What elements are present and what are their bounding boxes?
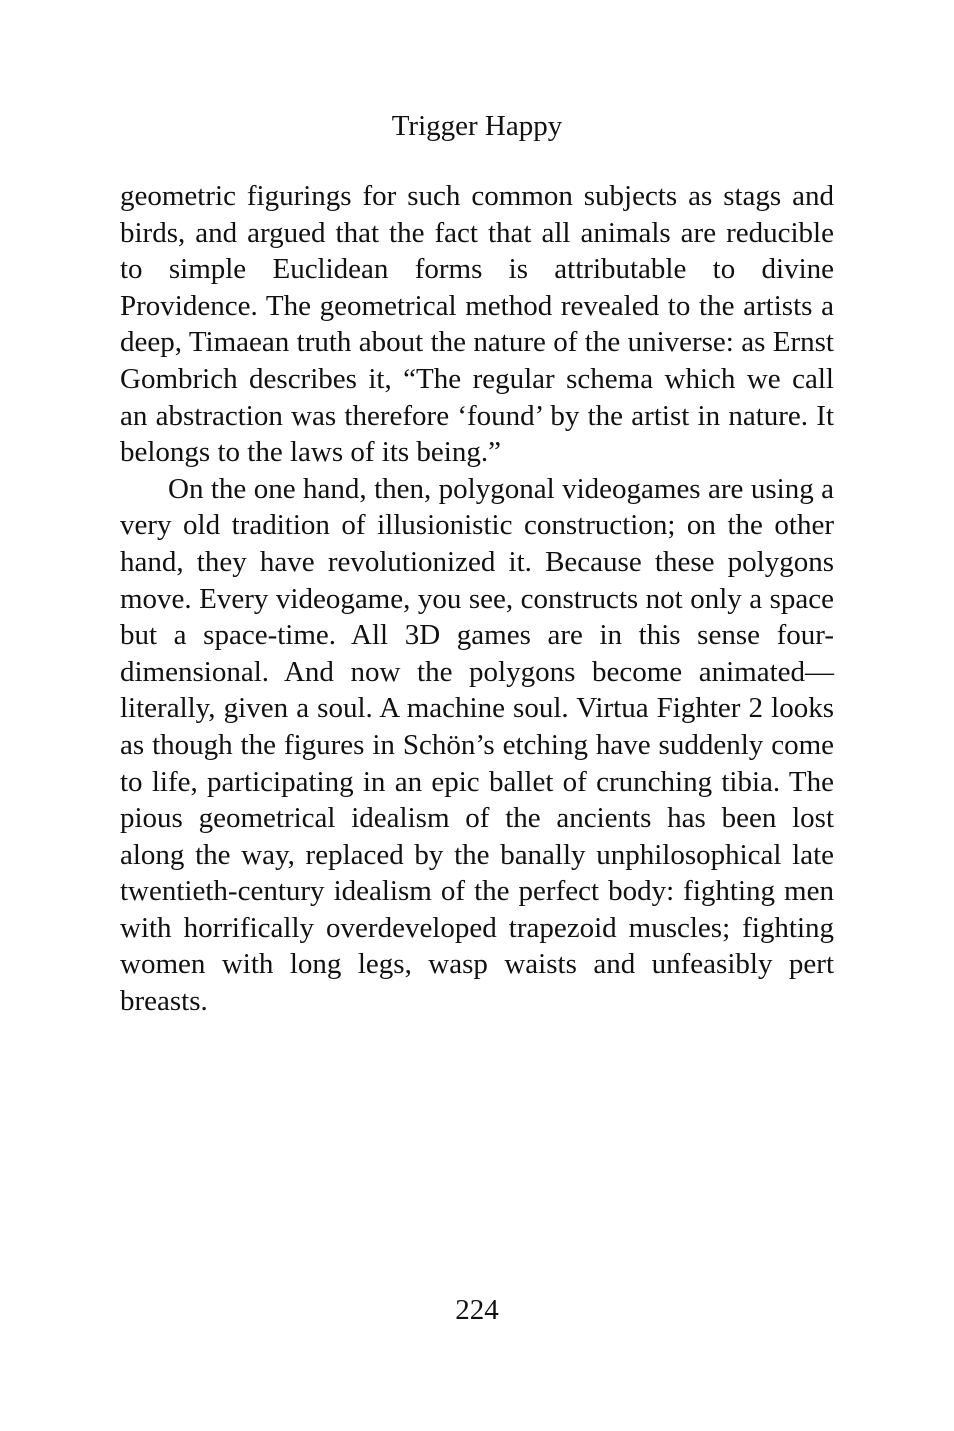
- paragraph-polygonal-videogames: On the one hand, then, polygonal videogames are using a very old tradition of illusionistic construction; on the other hand, they have revolutionized it. Because these polygons move. Every videogame, you see, constructs not only a space but a space-time. All 3D games are in this sense four-dimensional. And now the polygons become animated—literally, given a soul. A machine soul. Virtua Fighter 2 looks as though the figures in Schön’s etching have suddenly come to life, participating in an epic ballet of crunching tibia. The pious geometrical idealism of the ancients has been lost along the way, replaced by the banally unphilosophical late twentieth-century idealism of the perfect body: fighting men with horrifically overdeveloped trapezoid muscles; fighting women with long legs, wasp waists and unfeasibly pert breasts.: [120, 472, 834, 1018]
- paragraph-continued: geometric figurings for such common subjects as stags and birds, and argued that the fact that all animals are reducible to simple Euclidean forms is attributable to divine Providence. The geometrical method revealed to the artists a deep, Timaean truth about the nature of the universe: as Ernst Gombrich describes it, “The regular schema which we call an abstraction was therefore ‘found’ by the artist in nature. It belongs to the laws of its being.”: [120, 180, 834, 469]
- body-text: [120, 178, 834, 1020]
- running-head: Trigger Happy: [391, 110, 563, 142]
- page-number: 224: [455, 1294, 499, 1326]
